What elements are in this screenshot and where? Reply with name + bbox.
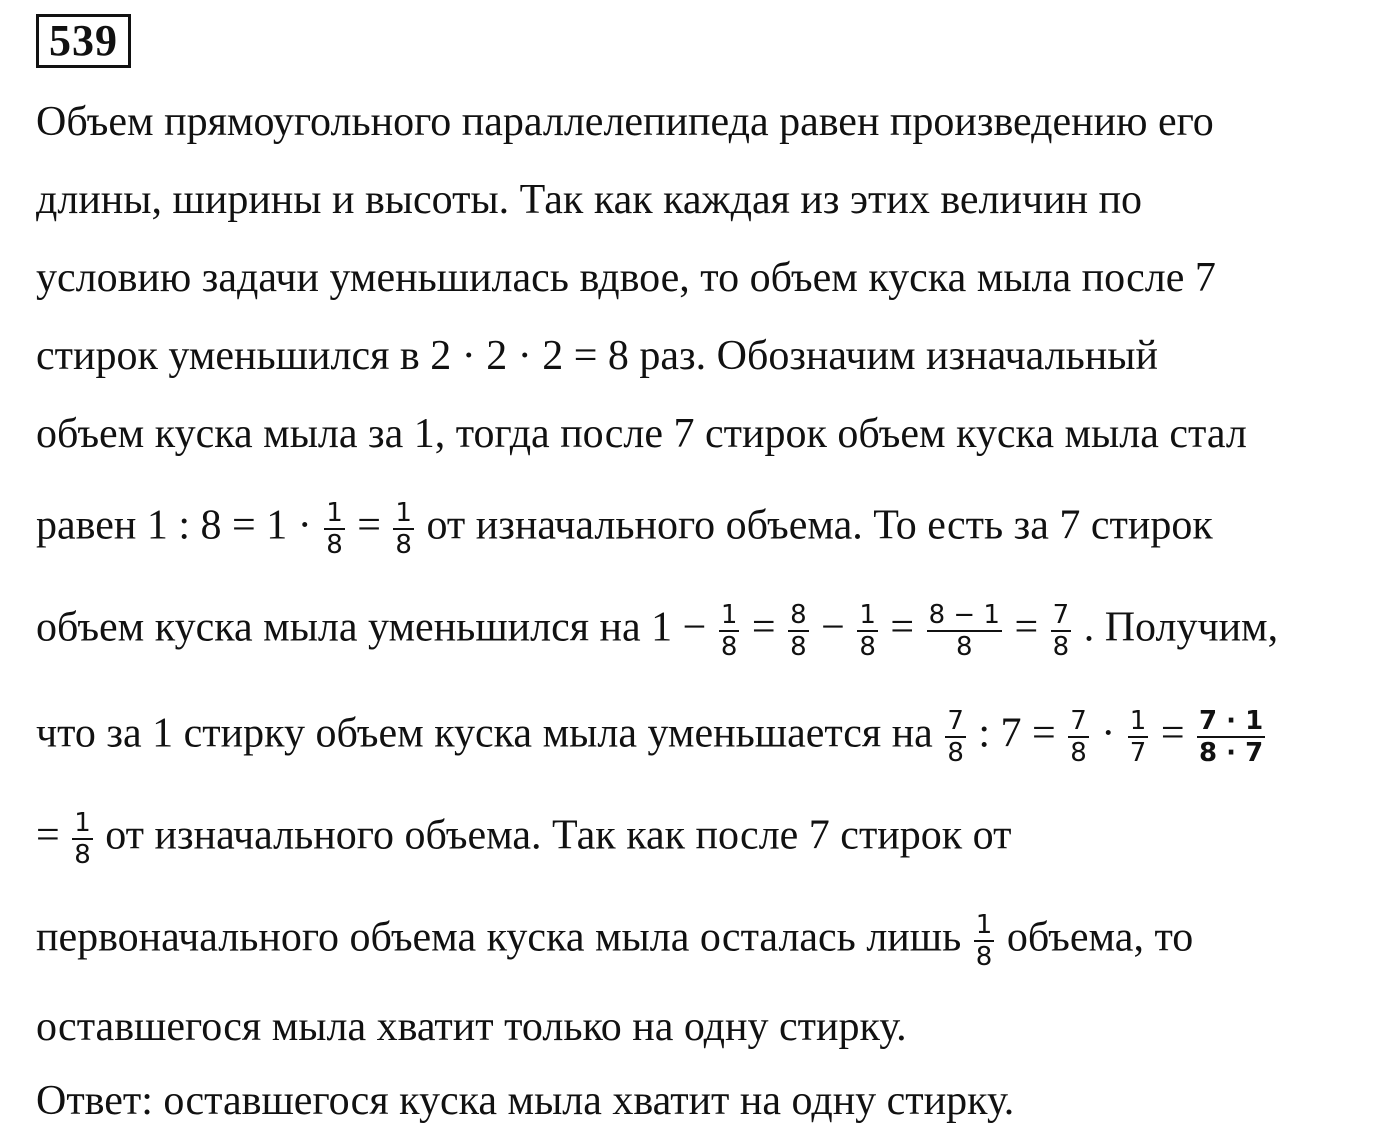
text-line-5: объем куска мыла за 1, тогда после 7 стирок объем куска мыла стал <box>36 411 1247 457</box>
fraction-numerator: 7 <box>1052 600 1070 630</box>
fraction-numerator: 7 <box>947 706 964 736</box>
fraction <box>393 498 414 560</box>
fraction <box>719 600 740 662</box>
fraction-denominator: 8 <box>326 530 343 560</box>
fraction-denominator: 8 <box>859 632 876 662</box>
fraction <box>1068 706 1089 768</box>
text-segment: равен 1 : 8 = 1 · <box>36 502 323 549</box>
text-segment: = <box>1003 604 1049 651</box>
fraction-denominator: 8 <box>975 942 993 972</box>
fraction <box>72 808 93 870</box>
fraction-numerator: 1 <box>74 808 91 838</box>
fraction-denominator: 8 · 7 <box>1199 738 1264 768</box>
fraction-numerator: 1 <box>326 498 343 528</box>
fraction-denominator: 8 <box>720 632 738 662</box>
text-segment: что за 1 стирку объем куска мыла уменьшается на <box>36 710 944 757</box>
text-line-10 <box>36 910 1194 972</box>
fraction <box>857 600 878 662</box>
fraction-denominator: 8 <box>955 632 973 662</box>
fraction-denominator: 8 <box>947 738 964 768</box>
fraction-denominator: 7 <box>1129 738 1147 768</box>
text-line-2: длины, ширины и высоты. Так как каждая из этих величин по <box>36 177 1143 223</box>
fraction-numerator: 8 − 1 <box>928 600 1000 630</box>
fraction <box>927 600 1002 662</box>
text-line-11: оставшегося мыла хватит только на одну стирку. <box>36 1004 907 1050</box>
fraction <box>1197 706 1265 768</box>
fraction-denominator: 8 <box>395 530 412 560</box>
text-segment: первоначального объема куска мыла осталась лишь <box>36 914 972 961</box>
text-segment: от изначального объема. Так как после 7 стирок от <box>94 812 1012 859</box>
fraction-denominator: 8 <box>1070 738 1087 768</box>
text-segment: от изначального объема. То есть за 7 стирок <box>415 502 1213 549</box>
text-segment: . Получим, <box>1073 604 1279 651</box>
text-segment: объема, то <box>996 914 1194 961</box>
text-segment: = <box>879 604 925 651</box>
fraction-numerator: 8 <box>790 600 807 630</box>
fraction-numerator: 1 <box>975 910 993 940</box>
fraction-numerator: 7 · 1 <box>1199 706 1264 736</box>
fraction-numerator: 1 <box>1129 706 1147 736</box>
text-line-9 <box>36 808 1012 870</box>
text-line-7 <box>36 600 1279 662</box>
fraction <box>788 600 809 662</box>
text-segment: : 7 = <box>967 710 1067 757</box>
problem-number: 539 <box>36 14 131 68</box>
fraction-denominator: 8 <box>1052 632 1070 662</box>
text-segment: объем куска мыла уменьшился на 1 − <box>36 604 717 651</box>
text-line-3: условию задачи уменьшилась вдвое, то объем куска мыла после 7 <box>36 255 1216 301</box>
text-line-8 <box>36 706 1267 768</box>
fraction-numerator: 1 <box>859 600 876 630</box>
fraction <box>945 706 966 768</box>
text-segment: − <box>810 604 856 651</box>
text-segment: = <box>741 604 787 651</box>
answer-line: Ответ: оставшегося куска мыла хватит на одну стирку. <box>36 1078 1015 1124</box>
text-segment: = <box>346 502 392 549</box>
fraction <box>1051 600 1072 662</box>
text-line-4: стирок уменьшился в 2 · 2 · 2 = 8 раз. Обозначим изначальный <box>36 333 1158 379</box>
text-segment: = <box>36 812 71 859</box>
fraction-numerator: 7 <box>1070 706 1087 736</box>
text-line-6 <box>36 498 1213 560</box>
fraction <box>974 910 995 972</box>
text-segment: · <box>1090 710 1126 757</box>
text-segment: = <box>1150 710 1196 757</box>
fraction <box>1128 706 1149 768</box>
text-line-1: Объем прямоугольного параллелепипеда равен произведению его <box>36 99 1214 145</box>
fraction-denominator: 8 <box>74 840 91 870</box>
fraction <box>324 498 345 560</box>
fraction-denominator: 8 <box>790 632 807 662</box>
fraction-numerator: 1 <box>395 498 412 528</box>
fraction-numerator: 1 <box>720 600 738 630</box>
